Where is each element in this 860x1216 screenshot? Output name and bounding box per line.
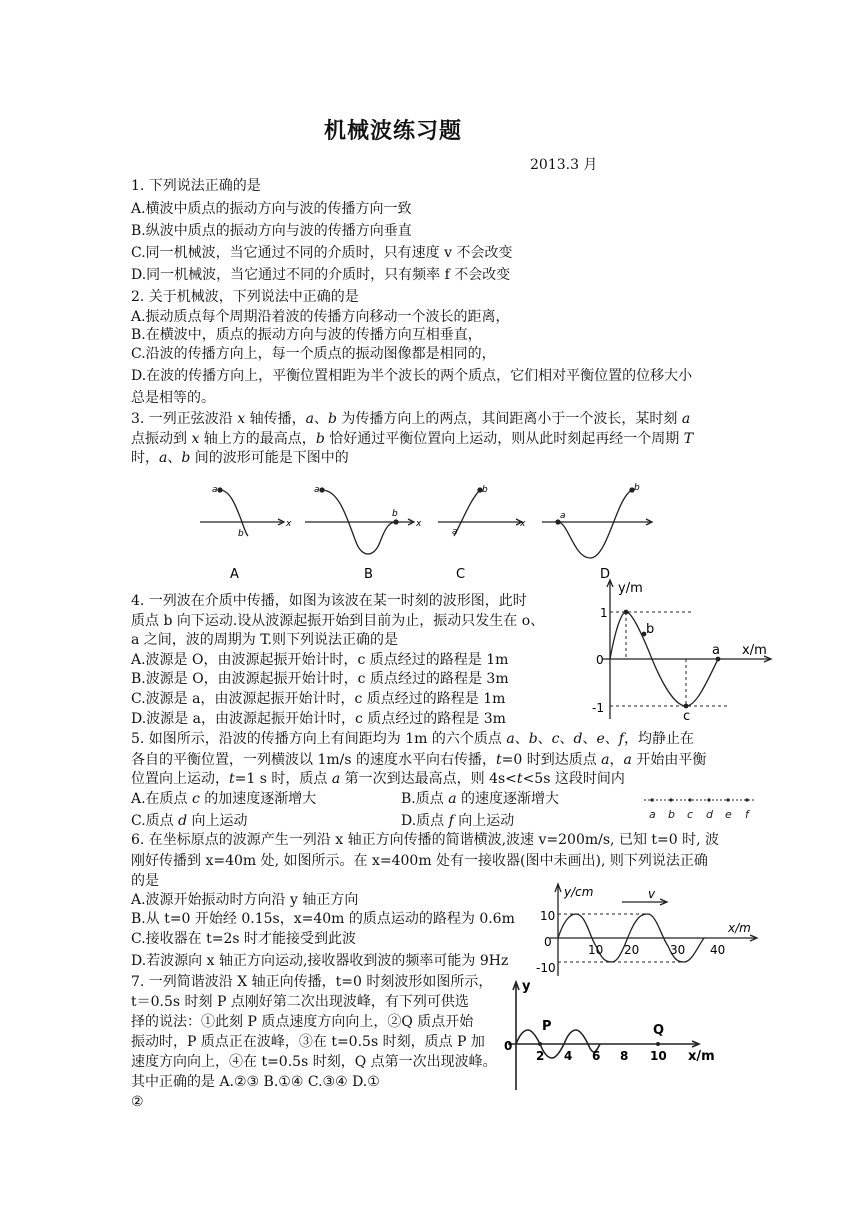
- q7-x-tick-6: 6: [592, 1049, 601, 1063]
- q3-b-label-d: b: [634, 483, 640, 493]
- q1-option-a: A.横波中质点的振动方向与波的传播方向一致: [131, 201, 412, 217]
- q7-x-axis-label: x/m: [688, 1049, 715, 1064]
- q3-a-label-d: a: [560, 511, 566, 521]
- q7-stem-line6: 其中正确的是 A.②③ B.①④ C.③④ D.①: [131, 1074, 380, 1090]
- q3-panel-label-c: C: [456, 567, 466, 582]
- q6-y-axis-label: y/cm: [564, 885, 594, 899]
- q6-option-a: A.波源开始振动时方向沿 y 轴正方向: [131, 892, 359, 908]
- q2-option-d-line1: D.在波的传播方向上，平衡位置相距为半个波长的两个质点，它们相对平衡位置的位移大小: [131, 368, 693, 384]
- q3-stem-line1: 3. 一列正弦波沿 x 轴传播，a、b 为传播方向上的两点，其间距离小于一个波长，某时刻 a: [131, 411, 691, 427]
- q3-axis-label-c: x: [520, 519, 526, 529]
- q4-stem-line1: 4. 一列波在介质中传播，如图为该波在某一时刻的波形图，此时: [131, 593, 527, 609]
- q3-a-label-a: a: [212, 485, 218, 495]
- q4-origin-label: 0: [596, 653, 604, 667]
- q1-option-b: B.纵波中质点的振动方向与波的传播方向垂直: [131, 223, 412, 239]
- q7-y-axis-label: y: [522, 979, 531, 994]
- q5-points-figure: [640, 792, 760, 828]
- q5-point-e-label: e: [725, 808, 732, 821]
- q7-stem-line4: 振动时，P 质点正在波峰，③在 t=0.5s 时刻，质点 P 加: [131, 1034, 485, 1050]
- q2-option-d-line2: 总是相等的。: [131, 390, 215, 406]
- q2-option-c: C.沿波的传播方向上，每一个质点的振动图像都是相同的，: [131, 346, 496, 362]
- q5-stem-line3: 位置向上运动，t=1 s 时，质点 a 第一次到达最高点，则 4s<t<5s 这段时间内: [131, 771, 625, 787]
- q5-option-b: B.质点 a 的速度逐渐增大: [401, 791, 560, 807]
- q7-stem-line2: t＝0.5s 时刻 P 点刚好第二次出现波峰，有下列可供选: [131, 994, 469, 1010]
- q7-stem-line1: 7. 一列简谐波沿 X 轴正向传播，t=0 时刻波形如图所示，: [131, 974, 493, 990]
- q4-waveform-figure: [580, 574, 780, 724]
- q5-point-d-label: d: [706, 808, 713, 821]
- q6-stem-line1: 6. 在坐标原点的波源产生一列沿 x 轴正方向传播的简谐横波,波速 v=200m/s, 已知 t=0 时, 波: [131, 832, 720, 848]
- q4-point-b-label: b: [646, 622, 655, 637]
- q3-panel-b: [305, 488, 414, 554]
- q7-stem-line7: ②: [131, 1094, 144, 1110]
- q5-point-a-label: a: [649, 808, 656, 821]
- q4-option-c: C.波源是 a，由波源起振开始计时，c 质点经过的路程是 1m: [131, 691, 506, 707]
- q2-stem: 2. 关于机械波，下列说法中正确的是: [131, 289, 359, 305]
- q5-stem-line1: 5. 如图所示，沿波的传播方向上有间距均为 1m 的六个质点 a、b、c、d、e、f，均静止在: [131, 731, 694, 747]
- q4-option-b: B.波源是 O，由波源起振开始计时，c 质点经过的路程是 3m: [131, 671, 509, 687]
- page-title: 机械波练习题: [323, 118, 462, 144]
- q3-b-label-c: b: [482, 485, 488, 495]
- q4-y-axis-label: y/m: [618, 581, 643, 596]
- q5-point-f-label: f: [745, 808, 749, 821]
- q1-stem: 1. 下列说法正确的是: [131, 178, 261, 194]
- q6-x-tick-20: 20: [624, 943, 640, 957]
- q6-y-tick-0: 0: [544, 935, 552, 949]
- q3-axis-label-b: x: [416, 519, 422, 529]
- q7-point-p-label: P: [542, 1019, 552, 1034]
- date-label: 2013.3 月: [530, 157, 598, 173]
- q4-y-top-label: 1: [600, 606, 608, 620]
- q3-stem-line2: 点振动到 x 轴上方的最高点，b 恰好通过平衡位置向上运动，则从此时刻起再经一个周期 T: [131, 431, 694, 447]
- q6-stem-line2: 刚好传播到 x=40m 处, 如图所示。在 x=400m 处有一接收器(图中未画出), 则下列说法正确: [131, 853, 708, 869]
- q6-option-d: D.若波源向 x 轴正方向运动,接收器收到波的频率可能为 9Hz: [131, 953, 509, 969]
- q6-option-b: B.从 t=0 开始经 0.15s，x=40m 的质点运动的路程为 0.6m: [131, 911, 515, 927]
- q7-waveform-figure: [502, 976, 722, 1094]
- q4-y-bottom-label: -1: [592, 701, 604, 715]
- q6-stem-line3: 的是: [131, 873, 159, 889]
- q7-x-tick-4: 4: [564, 1049, 573, 1063]
- q3-axis-label-a: x: [286, 519, 292, 529]
- q7-stem-line3: 择的说法：①此刻 P 质点速度方向向上，②Q 质点开始: [131, 1014, 474, 1030]
- q7-x-tick-8: 8: [620, 1049, 629, 1063]
- q6-x-tick-30: 30: [670, 943, 686, 957]
- q4-option-d: D.波源是 a，由波源起振开始计时，c 质点经过的路程是 3m: [131, 711, 506, 727]
- q5-option-c: C.质点 d 向上运动: [131, 813, 248, 829]
- q4-option-a: A.波源是 O，由波源起振开始计时，c 质点经过的路程是 1m: [131, 652, 509, 668]
- q2-option-a: A.振动质点每个周期沿着波的传播方向移动一个波长的距离，: [131, 309, 510, 325]
- q4-stem-line2: 质点 b 向下运动.设从波源起振开始到目前为止，振动只发生在 o、: [131, 613, 545, 629]
- q2-option-b: B.在横波中，质点的振动方向与波的传播方向互相垂直，: [131, 327, 482, 343]
- q4-stem-line3: a 之间，波的周期为 T.则下列说法正确的是: [131, 632, 398, 648]
- q5-point-c-label: c: [687, 808, 694, 821]
- q7-x-tick-2: 2: [536, 1049, 545, 1063]
- q6-x-tick-10: 10: [588, 943, 604, 957]
- q4-point-a-label: a: [712, 643, 720, 658]
- q3-panel-label-d: D: [600, 567, 611, 582]
- q3-panel-c: [438, 488, 522, 536]
- q7-x-tick-0: 0: [504, 1039, 513, 1053]
- q3-panel-d: [542, 488, 652, 558]
- q3-panel-label-b: B: [364, 567, 373, 582]
- q6-y-tick-10: 10: [540, 909, 556, 923]
- q5-option-a: A.在质点 c 的加速度逐渐增大: [131, 791, 317, 807]
- q4-x-axis-label: x/m: [742, 643, 767, 658]
- q3-waveform-figure: [190, 478, 640, 588]
- q6-waveform-figure: [530, 880, 770, 980]
- q5-option-d: D.质点 f 向上运动: [401, 813, 515, 829]
- q3-b-label-a: b: [238, 529, 244, 539]
- q3-a-label-b: a: [314, 485, 320, 495]
- q6-x-axis-label: x/m: [728, 921, 751, 935]
- q5-point-b-label: b: [668, 808, 675, 821]
- q5-stem-line2: 各自的平衡位置，一列横波以 1m/s 的速度水平向右传播，t=0 时到达质点 a，a 开始由平衡: [131, 752, 707, 768]
- q6-velocity-label: v: [648, 887, 656, 901]
- q4-point-c-label: c: [683, 709, 691, 724]
- q6-option-c: C.接收器在 t=2s 时才能接受到此波: [131, 931, 357, 947]
- q7-x-tick-10: 10: [650, 1049, 667, 1063]
- q3-a-label-c: a: [452, 527, 458, 537]
- q6-y-tick-neg10: -10: [536, 961, 556, 975]
- q1-option-d: D.同一机械波，当它通过不同的介质时，只有频率 f 不会改变: [131, 267, 511, 283]
- q3-b-label-b: b: [392, 509, 398, 519]
- q3-stem-line3: 时，a、b 间的波形可能是下图中的: [131, 450, 349, 466]
- q3-panel-label-a: A: [230, 567, 239, 582]
- q7-point-q-label: Q: [653, 1023, 665, 1038]
- q7-stem-line5: 速度方向向上，④在 t=0.5s 时刻，Q 点第一次出现波峰。: [131, 1054, 497, 1070]
- q6-x-tick-40: 40: [710, 943, 726, 957]
- q1-option-c: C.同一机械波，当它通过不同的介质时，只有速度 v 不会改变: [131, 245, 513, 261]
